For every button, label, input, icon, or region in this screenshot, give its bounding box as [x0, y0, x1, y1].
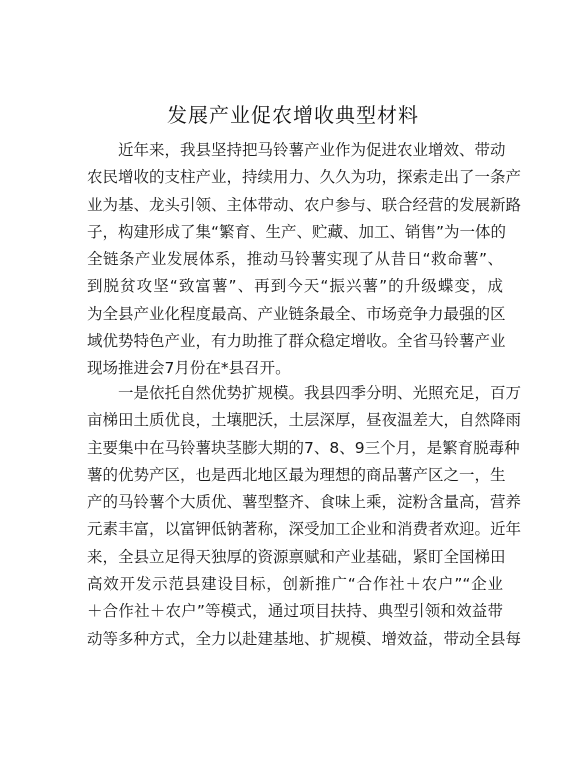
paragraph-line: 农民增收的支柱产业，持续用力、久久为功，探索走出了一条产: [87, 168, 522, 187]
paragraph-line: 现场推进会7月份在*县召开。: [87, 359, 291, 378]
paragraph-line: 业为基、龙头引领、主体带动、农户参与、联合经营的发展新路: [87, 195, 522, 214]
paragraph-line: 来，全县立足得天独厚的资源禀赋和产业基础，紧盯全国梯田: [87, 547, 506, 566]
paragraph-line: 动等多种方式，全力以赴建基地、扩规模、增效益，带动全县每: [87, 629, 522, 648]
paragraph-line: 全链条产业发展体系，推动马铃薯实现了从昔日“救命薯”、: [87, 250, 503, 269]
paragraph-line: ＋合作社＋农户”等模式，通过项目扶持、典型引领和效益带: [87, 602, 503, 621]
paragraph-line: 薯的优势产区，也是西北地区最为理想的商品薯产区之一，生: [87, 465, 506, 484]
paragraph-line: 主要集中在马铃薯块茎膨大期的7、8、9三个月，是繁育脱毒种: [87, 438, 520, 457]
paragraph-2: [87, 380, 522, 653]
paragraph-line: 到脱贫攻坚“致富薯”、再到今天“振兴薯”的升级蝶变，成: [87, 277, 503, 296]
paragraph-line: 域优势特色产业，有力助推了群众稳定增收。全省马铃薯产业: [87, 332, 506, 351]
paragraph-line: 一是依托自然优势扩规模。我县四季分明、光照充足，百万: [118, 384, 522, 402]
paragraph-line: 亩梯田土质优良，土壤肥沃，土层深厚，昼夜温差大，自然降雨: [87, 411, 522, 430]
paragraph-line: 子，构建形成了集“繁育、生产、贮藏、加工、销售”为一体的: [87, 222, 507, 241]
paragraph-line: 产的马铃薯个大质优、薯型整齐、食味上乘，淀粉含量高，营养: [87, 493, 522, 512]
paragraph-line: 元素丰富，以富钾低钠著称，深受加工企业和消费者欢迎。近年: [87, 520, 522, 539]
paragraph-line: 高效开发示范县建设目标，创新推广“合作社＋农户”“企业: [87, 575, 503, 594]
document-title: 发展产业促农增收典型材料: [167, 103, 419, 127]
paragraph-1: [87, 137, 522, 383]
paragraph-line: 为全县产业化程度最高、产业链条最全、市场竞争力最强的区: [87, 304, 506, 323]
paragraph-line: 近年来，我县坚持把马铃薯产业作为促进农业增效、带动: [118, 141, 506, 159]
